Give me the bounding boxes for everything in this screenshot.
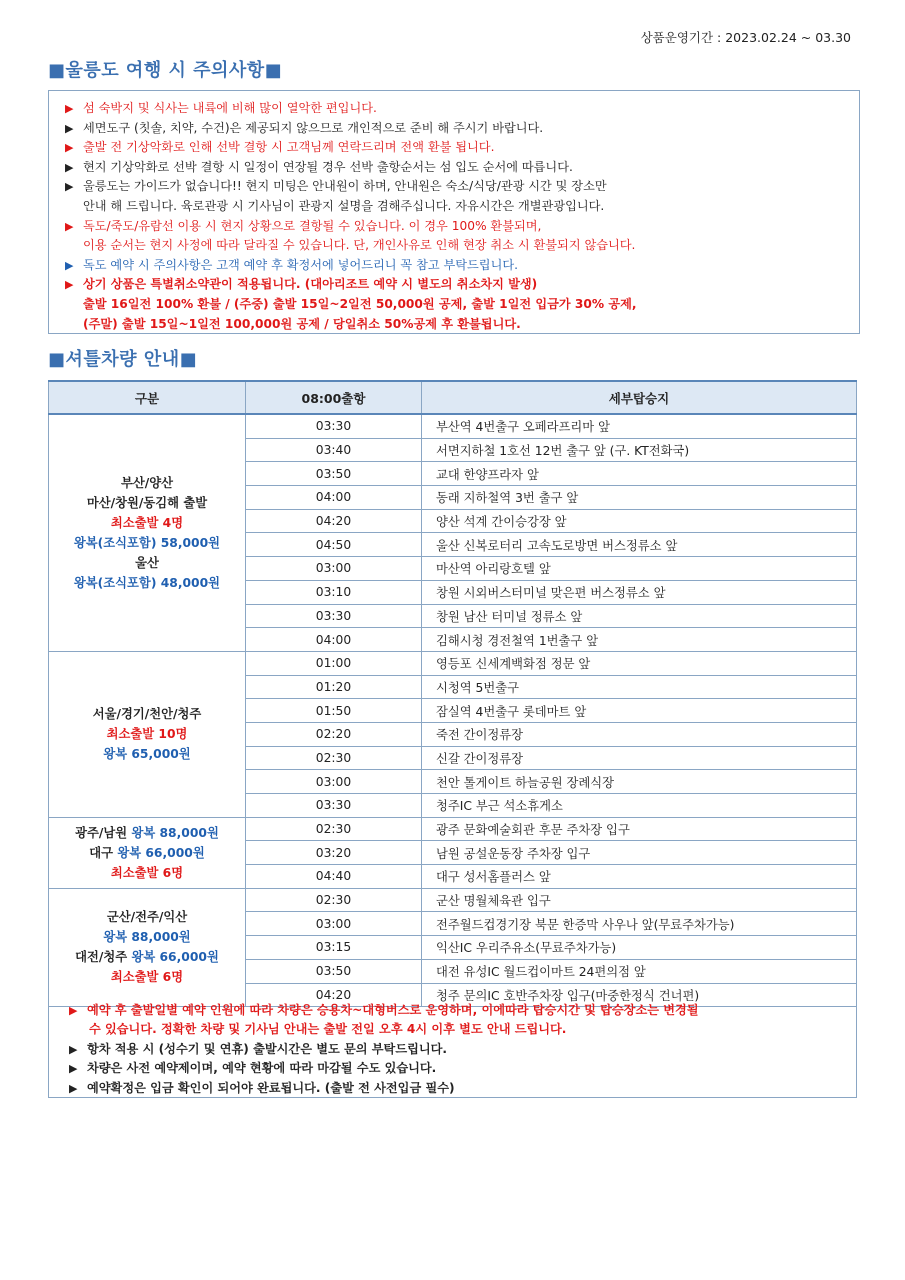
route-group-line — [49, 744, 245, 764]
route-group-line — [49, 724, 245, 744]
footnote-line — [69, 1059, 856, 1078]
route-group-cell — [49, 817, 246, 888]
pickup-location-cell: 천안 톨게이트 하늘공원 장례식장 — [422, 770, 857, 794]
notice-text: 섬 숙박지 및 식사는 내륙에 비해 많이 열악한 편입니다. — [83, 101, 377, 115]
footnote-line — [69, 1079, 856, 1098]
bullet-arrow-icon: ▶ — [65, 258, 74, 272]
departure-time-cell: 02:30 — [246, 888, 422, 912]
footnote-box — [48, 998, 857, 1098]
route-group-text: 서울/경기/천안/청주 — [92, 707, 202, 722]
departure-time-cell: 03:20 — [246, 841, 422, 865]
pickup-location-cell: 청주 문의IC 호반주차장 입구(마중한정식 건너편) — [422, 983, 857, 1007]
notice-text: 출발 전 기상악화로 인해 선박 결항 시 고객님께 연락드리며 전액 환불 됩니다. — [83, 140, 495, 155]
notice-line — [65, 99, 859, 119]
notice-line — [65, 138, 859, 158]
bullet-arrow-icon: ▶ — [65, 121, 74, 135]
departure-time-cell: 03:00 — [246, 912, 422, 936]
departure-time-cell: 01:50 — [246, 699, 422, 723]
pickup-location-cell: 남원 공설운동장 주차장 입구 — [422, 841, 857, 865]
pickup-location-cell: 익산IC 우리주유소(무료주차가능) — [422, 936, 857, 960]
pickup-location-cell: 대전 유성IC 월드컵이마트 24편의점 앞 — [422, 959, 857, 983]
route-group-text: 대전/청주 — [75, 950, 132, 965]
route-group-text: 왕복(조식포함) 58,000원 — [73, 535, 221, 550]
route-group-text: 마산/창원/동김해 출발 — [86, 495, 208, 510]
route-group-line — [49, 553, 245, 573]
footnote-text: 수 있습니다. 정확한 차량 및 기사님 안내는 출발 전일 오후 4시 이후 별도 안내 드립니다. — [89, 1022, 567, 1037]
pickup-location-cell: 창원 시외버스터미널 맞은편 버스정류소 앞 — [422, 580, 857, 604]
departure-time-cell: 03:50 — [246, 462, 422, 486]
departure-time-cell: 03:50 — [246, 959, 422, 983]
footnote-line — [69, 1001, 856, 1020]
table-row — [49, 817, 857, 841]
departure-time-cell: 03:30 — [246, 604, 422, 628]
pickup-location-cell: 신갈 간이정류장 — [422, 746, 857, 770]
footnote-text: 예약확정은 입금 확인이 되어야 완료됩니다. (출발 전 사전입금 필수) — [87, 1080, 455, 1095]
header-pickup-location: 세부탑승지 — [422, 381, 857, 414]
departure-time-cell: 04:40 — [246, 865, 422, 889]
route-group-line — [49, 704, 245, 724]
bullet-arrow-icon: ▶ — [65, 102, 74, 115]
pickup-location-cell: 영등포 신세계백화점 정문 앞 — [422, 651, 857, 675]
departure-time-cell: 01:20 — [246, 675, 422, 699]
departure-time-cell: 04:00 — [246, 628, 422, 652]
departure-time-cell: 04:20 — [246, 509, 422, 533]
route-group-cell — [49, 651, 246, 817]
route-group-line — [49, 823, 245, 843]
table-row — [49, 651, 857, 675]
route-group-text: 최소출발 10명 — [106, 727, 188, 742]
route-group-line — [49, 513, 245, 533]
pickup-location-cell: 부산역 4번출구 오페라프리마 앞 — [422, 414, 857, 438]
bullet-arrow-icon: ▶ — [69, 1004, 78, 1017]
departure-time-cell: 03:30 — [246, 414, 422, 438]
notice-text: 이용 순서는 현지 사정에 따라 달라질 수 있습니다. 단, 개인사유로 인해 현장 취소 시 환불되지 않습니다. — [83, 238, 636, 253]
route-group-line — [49, 967, 245, 987]
departure-time-cell: 04:00 — [246, 486, 422, 510]
notice-line — [65, 256, 859, 276]
pickup-location-cell: 동래 지하철역 3번 출구 앞 — [422, 486, 857, 510]
pickup-location-cell: 교대 한양프라자 앞 — [422, 462, 857, 486]
route-price: 왕복 66,000원 — [117, 845, 205, 860]
notice-text: 세면도구 (칫솔, 치약, 수건)은 제공되지 않으므로 개인적으로 준비 해 주시기 바랍니다. — [83, 120, 544, 135]
pickup-location-cell: 전주월드컵경기장 북문 한증막 사우나 앞(무료주차가능) — [422, 912, 857, 936]
pickup-location-cell: 대구 성서홈플러스 앞 — [422, 865, 857, 889]
departure-time-cell: 03:40 — [246, 438, 422, 462]
notice-text: 현지 기상악화로 선박 결항 시 일정이 연장될 경우 선박 출항순서는 섬 입도 순서에 따릅니다. — [83, 159, 573, 174]
notice-text: 독도 예약 시 주의사항은 고객 예약 후 확정서에 넣어드리니 꼭 참고 부탁드립니다. — [83, 257, 519, 272]
pickup-location-cell: 잠실역 4번출구 롯데마트 앞 — [422, 699, 857, 723]
notice-line — [65, 119, 859, 139]
pickup-location-cell: 양산 석계 간이승강장 앞 — [422, 509, 857, 533]
notice-line — [65, 217, 859, 237]
route-group-line — [49, 947, 245, 967]
pickup-location-cell: 울산 신복로터리 고속도로방면 버스정류소 앞 — [422, 533, 857, 557]
table-row — [49, 414, 857, 438]
route-group-line — [49, 907, 245, 927]
route-group-text: 최소출발 6명 — [110, 865, 184, 880]
route-group-cell — [49, 414, 246, 651]
bullet-arrow-icon: ▶ — [65, 219, 74, 233]
bullet-arrow-icon: ▶ — [65, 180, 74, 194]
pickup-location-cell: 김해시청 경전철역 1번출구 앞 — [422, 628, 857, 652]
route-group-text: 최소출발 6명 — [110, 970, 184, 985]
footnote-line — [69, 1040, 856, 1059]
departure-time-cell: 04:50 — [246, 533, 422, 557]
route-group-line — [49, 473, 245, 493]
departure-time-cell: 02:30 — [246, 746, 422, 770]
route-group-text: 광주/남원 — [75, 825, 132, 840]
route-group-text: 대구 — [89, 845, 118, 860]
pickup-location-cell: 광주 문화예술회관 후문 주차장 입구 — [422, 817, 857, 841]
notice-line — [65, 177, 859, 197]
bullet-arrow-icon: ▶ — [69, 1081, 78, 1095]
route-group-text: 최소출발 4명 — [110, 515, 184, 530]
pickup-location-cell: 시청역 5번출구 — [422, 675, 857, 699]
footnote-text: 예약 후 출발일별 예약 인원에 따라 차량은 승용차~대형버스로 운영하며, 이에따라 탑승시간 및 탑승장소는 변경될 — [87, 1003, 699, 1017]
departure-time-cell: 03:15 — [246, 936, 422, 960]
departure-time-cell: 03:30 — [246, 794, 422, 818]
route-group-line — [49, 863, 245, 883]
pickup-location-cell: 청주IC 부근 석소휴게소 — [422, 794, 857, 818]
notice-text: (주말) 출발 15일~1일전 100,000원 공제 / 당일취소 50%공제 후 환불됩니다. — [83, 316, 521, 331]
route-group-text: 울산 — [135, 555, 159, 570]
notice-text: 독도/죽도/유람선 이용 시 현지 상황으로 결항될 수 있습니다. 이 경우 100% 환불되며, — [83, 218, 542, 233]
notice-line — [65, 197, 859, 217]
route-group-line — [49, 927, 245, 947]
route-group-text: 부산/양산 — [120, 475, 173, 490]
table-header-row — [49, 381, 857, 414]
route-group-line — [49, 573, 245, 593]
route-price: 왕복 66,000원 — [131, 950, 219, 965]
footnote-text: 차량은 사전 예약제이며, 예약 현황에 따라 마감될 수도 있습니다. — [87, 1061, 437, 1076]
notice-line — [65, 236, 859, 256]
footnote-text: 항차 적용 시 (성수기 및 연휴) 출발시간은 별도 문의 부탁드립니다. — [87, 1041, 448, 1056]
pickup-location-cell: 서면지하철 1호선 12번 출구 앞 (구. KT전화국) — [422, 438, 857, 462]
route-price: 왕복 88,000원 — [131, 825, 219, 840]
route-group-text: 군산/전주/익산 — [106, 910, 188, 925]
route-group-text: 왕복 65,000원 — [103, 747, 191, 762]
route-group-text: 왕복(조식포함) 48,000원 — [73, 575, 221, 590]
notice-box — [48, 90, 860, 334]
pickup-location-cell: 군산 명월체육관 입구 — [422, 888, 857, 912]
notice-line — [65, 275, 859, 295]
route-group-line — [49, 533, 245, 553]
notice-text: 안내 해 드립니다. 육로관광 시 기사님이 관광지 설명을 겸해주십니다. 자유시간은 개별관광입니다. — [83, 198, 605, 213]
table-row — [49, 888, 857, 912]
notice-heading: ■울릉도 여행 시 주의사항■ — [48, 60, 283, 81]
shuttle-heading: ■셔틀차량 안내■ — [48, 349, 198, 370]
notice-text: 상기 상품은 특별취소약관이 적용됩니다. (대아리조트 예약 시 별도의 취소차지 발생) — [83, 277, 538, 292]
departure-time-cell: 03:00 — [246, 557, 422, 581]
departure-time-cell: 02:30 — [246, 817, 422, 841]
bullet-arrow-icon: ▶ — [65, 278, 74, 292]
notice-line — [65, 295, 859, 315]
departure-time-cell: 02:20 — [246, 722, 422, 746]
route-group-text: 왕복 88,000원 — [103, 930, 191, 945]
route-group-line — [49, 843, 245, 863]
pickup-location-cell: 마산역 아리랑호텔 앞 — [422, 557, 857, 581]
operating-period: 상품운영기간 : 2023.02.24 ~ 03.30 — [640, 30, 851, 45]
pickup-location-cell: 창원 남산 터미널 정류소 앞 — [422, 604, 857, 628]
header-category: 구분 — [49, 381, 246, 414]
notice-text: 출발 16일전 100% 환불 / (주중) 출발 15일~2일전 50,000원 공제, 출발 1일전 입금가 30% 공제, — [83, 296, 637, 311]
shuttle-table — [48, 380, 857, 1007]
header-departure-time: 08:00출항 — [246, 381, 422, 414]
route-group-cell — [49, 888, 246, 1006]
departure-time-cell: 01:00 — [246, 651, 422, 675]
pickup-location-cell: 죽전 간이정류장 — [422, 722, 857, 746]
bullet-arrow-icon: ▶ — [65, 160, 74, 174]
route-group-line — [49, 493, 245, 513]
bullet-arrow-icon: ▶ — [69, 1042, 78, 1056]
departure-time-cell: 04:20 — [246, 983, 422, 1007]
departure-time-cell: 03:00 — [246, 770, 422, 794]
notice-line — [65, 315, 859, 335]
notice-line — [65, 158, 859, 178]
notice-text: 울릉도는 가이드가 없습니다!! 현지 미팅은 안내원이 하며, 안내원은 숙소/식당/관광 시간 및 장소만 — [83, 179, 607, 194]
footnote-line — [69, 1020, 856, 1039]
bullet-arrow-icon: ▶ — [69, 1062, 78, 1076]
bullet-arrow-icon: ▶ — [65, 141, 74, 155]
departure-time-cell: 03:10 — [246, 580, 422, 604]
